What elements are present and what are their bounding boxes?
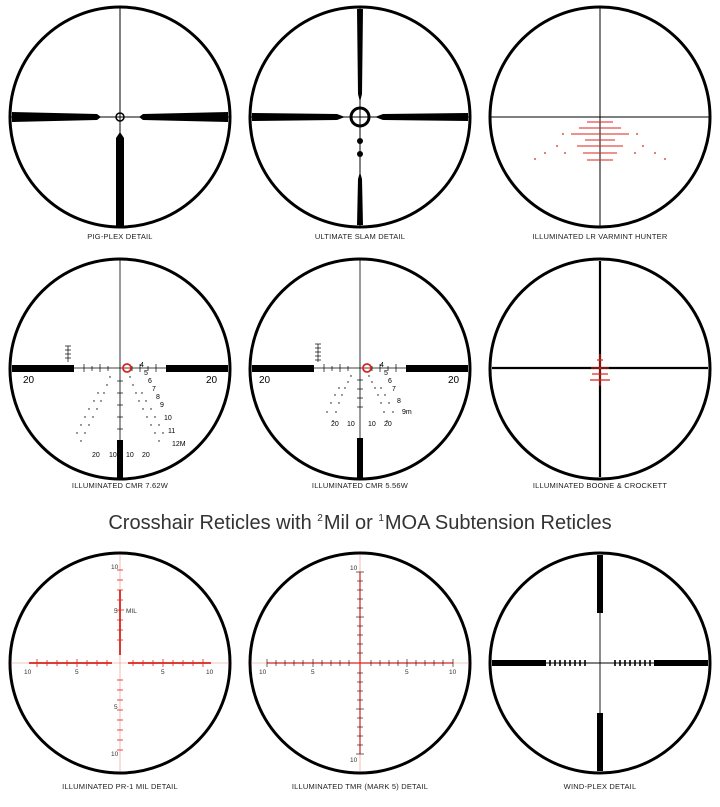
pr1-mil-reticle-diagram <box>7 550 233 776</box>
drop-label: 10 <box>164 415 172 422</box>
pig-plex-reticle-diagram <box>7 4 233 230</box>
drop-label: 12M <box>172 441 186 448</box>
drop-label: 8 <box>156 394 160 401</box>
wind-plex-reticle-diagram <box>487 550 713 776</box>
windage-label: 20 <box>92 452 100 459</box>
ultimate-slam-reticle-diagram <box>247 4 473 230</box>
scale-label: 10 <box>111 564 119 571</box>
unit-label: MIL <box>126 608 137 615</box>
scale-label: 5 <box>114 704 118 711</box>
edge-label-right: 20 <box>448 375 460 386</box>
windage-label: 10 <box>368 421 376 428</box>
caption-pig-plex: PIG-PLEX DETAIL <box>87 232 153 241</box>
windage-label: 10 <box>126 452 134 459</box>
caption-tmr: ILLUMINATED TMR (MARK 5) DETAIL <box>291 782 429 791</box>
section-heading: Crosshair Reticles with $^2$Mil or $^1$MOA Subtension Reticles <box>108 512 612 534</box>
windage-label: 20 <box>384 421 392 428</box>
caption-boone-crockett: ILLUMINATED BOONE & CROCKETT <box>532 481 668 490</box>
windage-label: 20 <box>142 452 150 459</box>
edge-label-left: 20 <box>259 375 271 386</box>
caption-pr1-mil: ILLUMINATED PR-1 MIL DETAIL <box>62 782 178 791</box>
windage-label: 10 <box>347 421 355 428</box>
scale-label: 10 <box>350 565 358 572</box>
drop-label: 9 <box>160 402 164 409</box>
drop-label: 7 <box>152 386 156 393</box>
cmr-762-reticle-diagram <box>7 256 233 482</box>
scale-label: 10 <box>111 751 119 758</box>
drop-label: 6 <box>388 378 392 385</box>
scale-label: 5 <box>75 669 79 676</box>
drop-label: 8 <box>397 398 401 405</box>
scale-label: 10 <box>24 669 32 676</box>
caption-ultimate-slam: ULTIMATE SLAM DETAIL <box>314 232 406 241</box>
drop-label: 7 <box>392 386 396 393</box>
drop-label: 5 <box>144 370 148 377</box>
scale-label: 10 <box>350 757 358 764</box>
tmr-reticle-diagram <box>247 550 473 776</box>
boone-crockett-reticle-diagram <box>487 256 713 482</box>
windage-label: 10 <box>109 452 117 459</box>
drop-label: 5 <box>384 370 388 377</box>
scale-label: 10 <box>206 669 214 676</box>
scale-label: 5 <box>161 669 165 676</box>
scale-label: 5 <box>311 669 315 676</box>
cmr-556-reticle-diagram <box>247 256 473 482</box>
drop-label: 11 <box>168 428 176 435</box>
drop-label: 9m <box>402 409 412 416</box>
scale-label: 5 <box>114 608 118 615</box>
caption-cmr-762: ILLUMINATED CMR 7.62W <box>71 481 169 490</box>
drop-label: 6 <box>148 378 152 385</box>
caption-lr-varmint: ILLUMINATED LR VARMINT HUNTER <box>532 232 668 241</box>
edge-label-left: 20 <box>23 375 35 386</box>
edge-label-right: 20 <box>206 375 218 386</box>
drop-label: 4 <box>380 362 384 369</box>
scale-label: 10 <box>259 669 267 676</box>
drop-label: 4 <box>140 362 144 369</box>
lr-varmint-reticle-diagram <box>487 4 713 230</box>
scale-label: 10 <box>449 669 457 676</box>
windage-label: 20 <box>331 421 339 428</box>
caption-wind-plex: WIND-PLEX DETAIL <box>563 782 637 791</box>
caption-cmr-556: ILLUMINATED CMR 5.56W <box>311 481 409 490</box>
scale-label: 5 <box>405 669 409 676</box>
